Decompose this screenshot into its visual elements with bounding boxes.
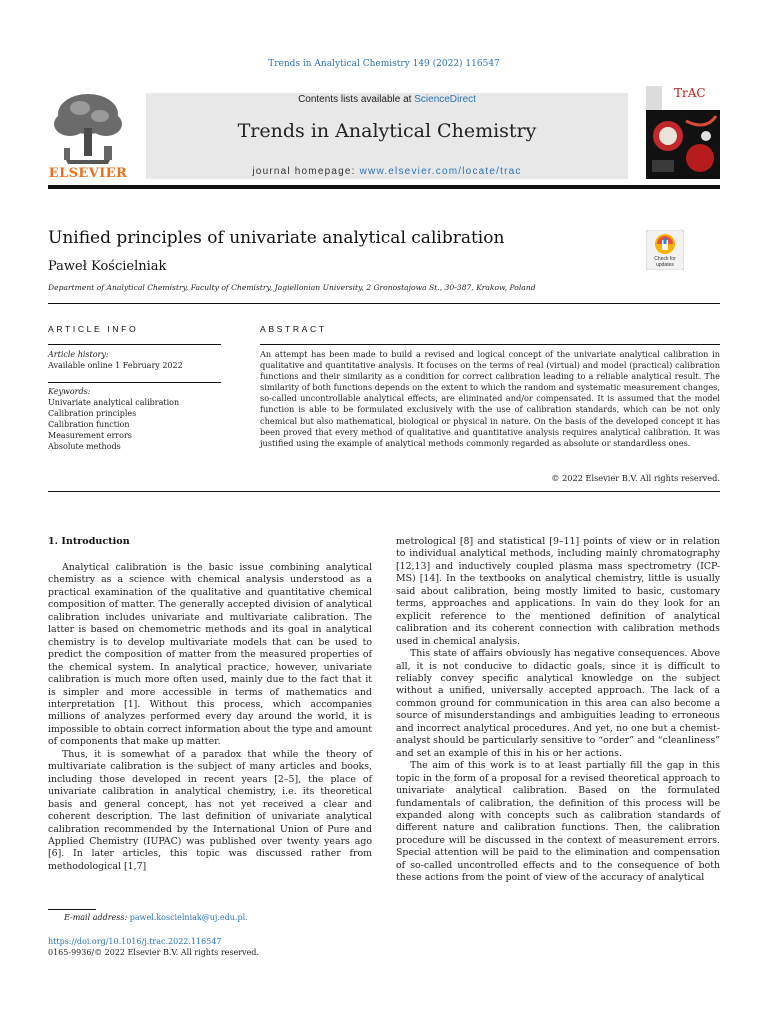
abstract-bottom-rule <box>48 491 720 492</box>
title-rule <box>48 303 720 304</box>
paragraph: Analytical calibration is the basic issue combining analytical chemistry as a science with chemical analysis understood as a practical examination of the qualitative and quantitative chemical composition of matter. The generally accepted division of analytical calibration includes univariate and multivariate calibration. The latter is based on chemometric methods and its goal in analytical chemistry is to develop multivariate models that can be used to predict the composition of matter from the measured properties of the chemical system. In analytical practice, however, univariate calibration is much more often used, mainly due to the fact that it is simpler and more accessible in terms of mathematics and interpretation [1]. Without this process, which accompanies millions of analyzes performed every day around the world, it is impossible to obtain correct information about the type and amount of components that make up matter. <box>48 562 372 748</box>
crossmark-label: Check for updates <box>654 256 676 268</box>
homepage-link[interactable]: www.elsevier.com/locate/trac <box>359 166 522 177</box>
contents-prefix: Contents lists available at <box>298 94 415 105</box>
footnote-rule <box>48 909 96 910</box>
elsevier-wordmark: ELSEVIER <box>48 166 128 181</box>
paragraph: This state of affairs obviously has negative consequences. Above all, it is not conducive to didactic goals, since it is difficult to reliably convey specific analytical knowledge on the subject without a unified, universally accepted approach. The lack of a common ground for communication in this area can also become a source of misunderstandings and ambiguities leading to erroneous and incorrect analytical procedures. And yet, no one but a chemist-analyst should be particularly sensitive to “order” and “cleanliness” and set an example of this in his or her actions. <box>396 648 720 759</box>
keywords-list <box>48 397 179 452</box>
article-info-heading: ARTICLE INFO <box>48 324 139 334</box>
info-rule <box>48 344 221 345</box>
keyword: Calibration principles <box>48 409 137 418</box>
history-value: Available online 1 February 2022 <box>48 361 183 370</box>
keyword: Measurement errors <box>48 431 132 440</box>
email-label: E-mail address: <box>64 913 130 922</box>
author-affiliation: Department of Analytical Chemistry, Faculty of Chemistry, Jagiellonian University, 2 Gronostajowa St., 30-387, Krakow, Poland <box>48 283 536 292</box>
email-link[interactable]: pawel.koscielniak@uj.edu.pl. <box>129 913 248 922</box>
body-column-right <box>396 536 720 885</box>
abstract-copyright: © 2022 Elsevier B.V. All rights reserved. <box>551 473 720 483</box>
email-footnote <box>64 913 248 922</box>
cover-brand: TrAC <box>674 86 706 100</box>
doi-link[interactable]: https://doi.org/10.1016/j.trac.2022.116547 <box>48 937 222 946</box>
article-title: Unified principles of univariate analytical calibration <box>48 228 505 248</box>
keywords-label: Keywords: <box>48 387 91 396</box>
keyword: Absolute methods <box>48 442 121 451</box>
abstract-rule <box>260 344 720 345</box>
sciencedirect-link[interactable]: ScienceDirect <box>414 94 476 105</box>
paragraph: Thus, it is somewhat of a paradox that while the theory of multivariate calibration is the subject of many articles and books, including those developed in recent years [2–5], the place of univariate calibration in analytical chemistry, i.e. its theoretical basis and general concept, has not yet received a clear and coherent description. The last definition of univariate analytical calibration recommended by the International Union of Pure and Applied Chemistry (IUPAC) was published over twenty years ago [6]. In later articles, this topic was discussed rather from methodological [1,7] <box>48 748 372 872</box>
body-column-left <box>48 562 372 873</box>
journal-citation[interactable]: Trends in Analytical Chemistry 149 (2022) 116547 <box>268 59 500 69</box>
history-label: Article history: <box>48 350 109 359</box>
paragraph: metrological [8] and statistical [9–11] points of view or in relation to individual analytical methods, including mainly chromatography [12,13] and inductively coupled plasma mass spectrometry (ICP-MS) [14]. In the textbooks on analytical chemistry, little is usually said about calibration, being mostly limited to basic, customary terms, approaches and applications. In vain do they look for an explicit reference to the mentioned definition of analytical calibration and its coherent connection with calibration methods used in chemical analysis. <box>396 536 720 647</box>
keyword: Calibration function <box>48 420 130 429</box>
header-rule <box>48 185 720 189</box>
homepage-prefix: journal homepage: <box>252 166 360 177</box>
homepage-line <box>146 166 628 177</box>
contents-line <box>146 94 628 105</box>
abstract-text: An attempt has been made to build a revised and logical concept of the univariate analytical calibration in qualitative and quantitative analysis. It focuses on the terms of real (virtual) and model (practical) calibration functions and their similarity as a condition for correct calibration leading to a reliable analytical result. The similarity of both functions depends on the extent to which the random and systematic measurement changes, so-called uncontrollable analytical effects, are eliminated and/or compensated. It is assumed that the model function is able to be formulated exclusively with the use of calibration standards, which can be not only chemical but also mathematical, biological or physical in nature. On the basis of the developed concept it has been proved that every method of qualitative and quantitative analysis requires analytical calibration. It was justified using the example of analytical methods commonly regarded as absolute or standardless ones. <box>260 349 720 448</box>
section-heading: 1. Introduction <box>48 536 130 547</box>
info-mid-rule <box>48 382 221 383</box>
journal-name: Trends in Analytical Chemistry <box>237 120 537 142</box>
author-name[interactable]: Paweł Kościelniak <box>48 259 167 274</box>
abstract-heading: ABSTRACT <box>260 324 327 334</box>
keyword: Univariate analytical calibration <box>48 398 180 407</box>
issn-copyright: 0165-9936/© 2022 Elsevier B.V. All rights reserved. <box>48 948 259 957</box>
paragraph: The aim of this work is to at least partially fill the gap in this topic in the form of a proposal for a revised theoretical approach to univariate analytical calibration. Based on the formulated fundamentals of calibration, the definition of this process will be expanded along with concepts such as calibration standards of different nature and calibration functions. Then, the calibration procedure will be discussed in the context of measurement errors. Special attention will be paid to the elimination and compensation of so-called uncontrolled effects and to the consequence of both these actions from the point of view of the accuracy of analytical <box>396 760 720 884</box>
